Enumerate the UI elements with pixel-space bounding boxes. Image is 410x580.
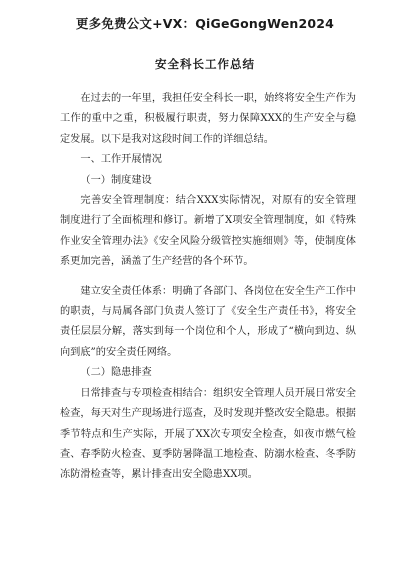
paragraph-responsibility-system: 建立安全责任体系：明确了各部门、各岗位在安全生产工作中的职责，与局属各部门负责人签订了《安全生产责任书》，将安全责任层层分解，落实到每一个岗位和个人，形成了“横向到边、纵向到底”的安全责任网络。 <box>60 285 356 358</box>
intro-paragraph: 在过去的一年里，我担任安全科长一职，始终将安全生产作为工作的重中之重，积极履行职责，努力保障XXX的生产安全与稳定发展。以下是我对这段时间工作的详细总结。 <box>60 93 356 145</box>
subsection-heading-hazard-inspection: （二）隐患排查 <box>80 367 152 379</box>
document-body <box>60 89 356 486</box>
section-heading-work-status: 一、工作开展情况 <box>80 154 162 166</box>
promo-banner: 更多免费公文+VX：QiGeGongWen2024 <box>75 16 335 31</box>
paragraph-daily-and-special-inspection: 日常排查与专项检查相结合：组织安全管理人员开展日常安全检查，每天对生产现场进行巡查，及时发现并整改安全隐患。根据季节特点和生产实际，开展了XX次专项安全检查，如夜市燃气检查、春季防火检查、夏季防暑降温工地检查、防溺水检查、冬季防冻防滑检查等，累计排查出安全隐患XX项。 <box>60 387 356 481</box>
paragraph-improve-management-system: 完善安全管理制度：结合XXX实际情况，对原有的安全管理制度进行了全面梳理和修订。新增了X项安全管理制度，如《特殊作业安全管理办法》《安全风险分级管控实施细则》等，使制度体系更加完善，涵盖了生产经营的各个环节。 <box>60 195 356 268</box>
document-title: 安全科长工作总结 <box>155 57 255 71</box>
subsection-heading-system-building: （一）制度建设 <box>80 174 152 186</box>
